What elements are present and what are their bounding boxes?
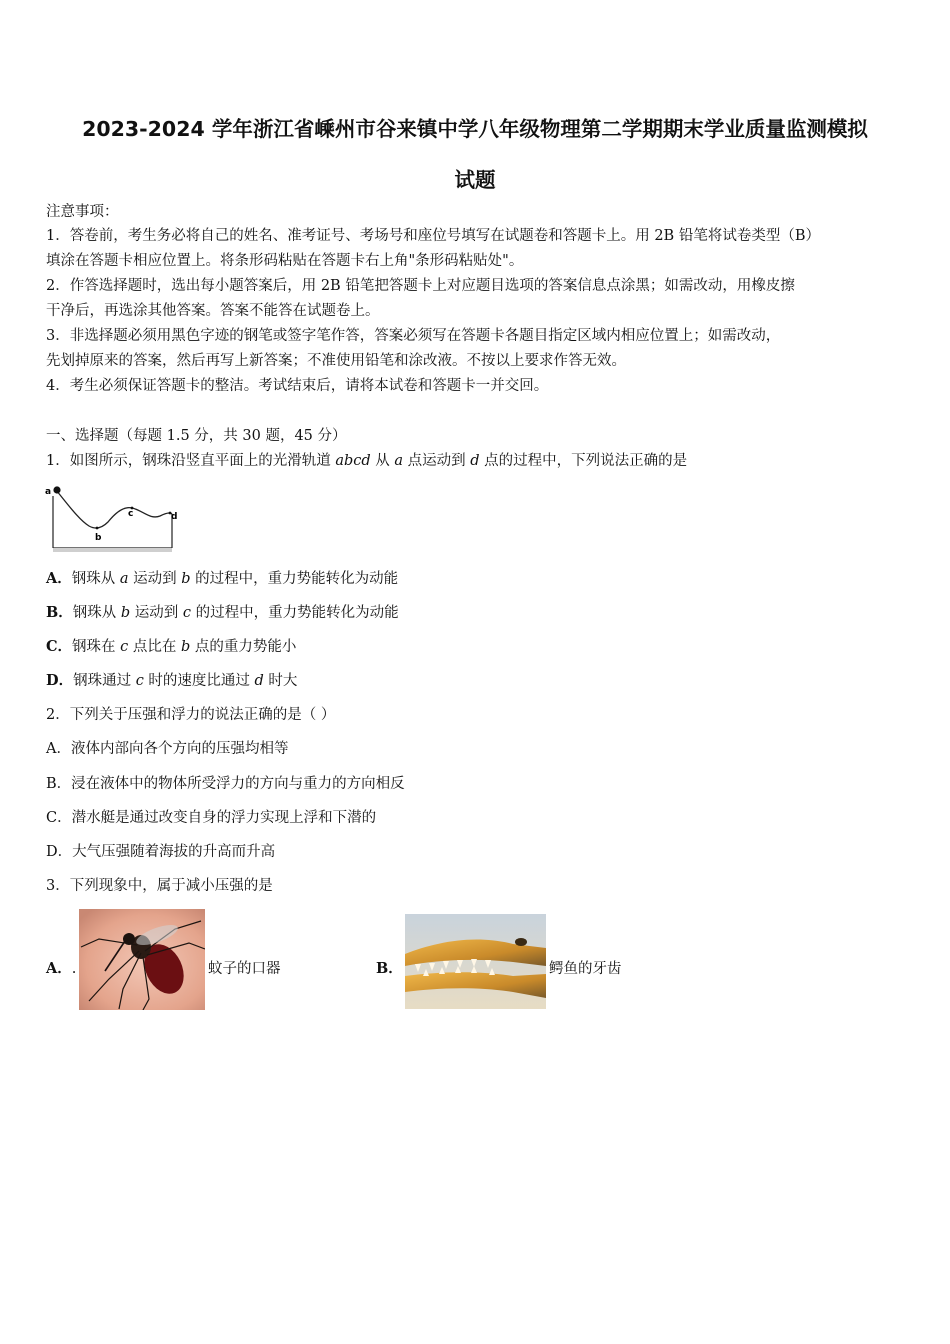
option-text: 时大 xyxy=(263,673,298,689)
skin-background xyxy=(79,909,205,1010)
q2-option-a: A．液体内部向各个方向的压强均相等 xyxy=(46,741,289,757)
option-text: 钢珠从 xyxy=(72,605,121,621)
option-text: 钢珠在 xyxy=(72,639,121,655)
crocodile-photo xyxy=(405,914,546,1009)
option-var: d xyxy=(254,673,264,689)
label-b: b xyxy=(95,533,102,543)
q3-option-a-caption: 蚊子的口器 xyxy=(208,961,281,977)
q2-option-c: C．潜水艇是通过改变自身的浮力实现上浮和下潜的 xyxy=(46,810,377,826)
exam-title-line2: 试题 xyxy=(454,168,496,192)
crocodile-eye xyxy=(515,938,527,946)
option-text: 时的速度比通过 xyxy=(143,673,255,689)
option-dot: . xyxy=(71,961,77,977)
option-letter: C． xyxy=(46,638,73,655)
option-text: 的过程中，重力势能转化为动能 xyxy=(190,571,399,587)
option-var: b xyxy=(181,639,191,655)
notice-line-5: 3．非选择题必须用黑色字迹的钢笔或签字笔作答，答案必须写在答题卡各题目指定区域内相应位置上；如需改动， xyxy=(46,328,781,344)
option-letter: A． xyxy=(46,570,72,587)
notice-heading: 注意事项： xyxy=(46,204,119,220)
q1-stem xyxy=(46,451,687,471)
exam-title-line1: 2023-2024 学年浙江省嵊州市谷来镇中学八年级物理第二学期期末学业质量监测模拟 xyxy=(82,117,868,141)
option-letter: B． xyxy=(376,960,403,977)
notice-line-4: 干净后，再选涂其他答案。答案不能答在试题卷上。 xyxy=(46,303,380,319)
option-text: 点比在 xyxy=(128,639,181,655)
q1-stem-var-a: a xyxy=(394,453,404,469)
point-d xyxy=(169,512,172,515)
q2-stem: 2．下列关于压强和浮力的说法正确的是（ ） xyxy=(46,707,336,723)
option-var: c xyxy=(135,673,144,689)
q2-option-b: B．浸在液体中的物体所受浮力的方向与重力的方向相反 xyxy=(46,776,405,792)
q3-option-a-letter xyxy=(46,959,76,979)
q1-option-b xyxy=(46,603,399,623)
q1-option-c xyxy=(46,637,296,657)
q1-stem-part-b: 从 xyxy=(370,453,395,469)
option-var: b xyxy=(181,571,191,587)
q1-stem-part-c: 点运动到 xyxy=(403,453,471,469)
option-letter: D． xyxy=(46,672,74,689)
notice-line-3: 2．作答选择题时，选出每小题答案后，用 2B 铅笔把答题卡上对应题目选项的答案信息点涂黑；如需改动，用橡皮擦 xyxy=(46,278,795,294)
track-figure xyxy=(44,482,184,558)
option-letter: A． xyxy=(46,960,72,977)
q1-stem-var-d: d xyxy=(470,453,480,469)
q1-stem-part-d: 点的过程中，下列说法正确的是 xyxy=(479,453,688,469)
q1-option-a xyxy=(46,569,398,589)
notice-line-2: 填涂在答题卡相应位置上。将条形码粘贴在答题卡右上角"条形码粘贴处"。 xyxy=(46,253,524,269)
option-text: 的过程中，重力势能转化为动能 xyxy=(191,605,399,621)
label-c: c xyxy=(128,509,134,519)
q3-option-b-letter xyxy=(376,959,403,979)
label-a: a xyxy=(45,487,52,497)
option-var: c xyxy=(182,605,192,621)
option-var: a xyxy=(119,571,129,587)
option-text: 钢珠通过 xyxy=(73,673,136,689)
option-text: 钢珠从 xyxy=(71,571,120,587)
option-var: b xyxy=(120,605,131,621)
label-d: d xyxy=(171,512,178,522)
point-b xyxy=(96,527,99,530)
notice-line-7: 4．考生必须保证答题卡的整洁。考试结束后，请将本试卷和答题卡一并交回。 xyxy=(46,378,549,394)
option-text: 点的重力势能小 xyxy=(190,639,297,655)
q1-stem-var-abcd: abcd xyxy=(335,453,371,469)
point-c xyxy=(131,507,134,510)
track-ground-hatch xyxy=(53,548,172,552)
option-text: 运动到 xyxy=(130,605,183,621)
notice-line-6: 先划掉原来的答案，然后再写上新答案；不准使用铅笔和涂改液。不按以上要求作答无效。 xyxy=(46,353,626,369)
option-text: 运动到 xyxy=(128,571,182,587)
q2-option-d: D．大气压强随着海拔的升高而升高 xyxy=(46,844,276,860)
q3-stem: 3．下列现象中，属于减小压强的是 xyxy=(46,878,273,894)
q3-option-b-caption: 鳄鱼的牙齿 xyxy=(549,961,622,977)
q1-option-d xyxy=(46,671,297,691)
option-var: c xyxy=(120,639,129,655)
q1-stem-part-a: 1．如图所示，钢珠沿竖直平面上的光滑轨道 xyxy=(46,453,336,469)
notice-line-1: 1．答卷前，考生务必将自己的姓名、准考证号、考场号和座位号填写在试题卷和答题卡上。用 2B 铅笔将试卷类型（B） xyxy=(46,228,820,244)
section-heading: 一、选择题（每题 1.5 分，共 30 题，45 分） xyxy=(46,428,347,444)
option-letter: B． xyxy=(46,604,73,621)
track-curve xyxy=(56,490,172,528)
steel-ball xyxy=(53,486,60,493)
mosquito-photo xyxy=(79,909,205,1010)
